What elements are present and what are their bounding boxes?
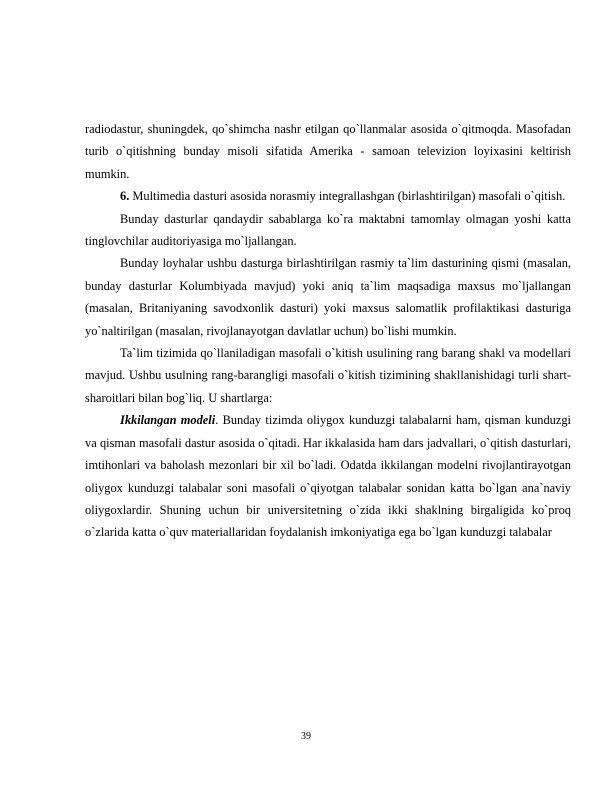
page-body xyxy=(85,118,571,544)
paragraph-6-text: . Bunday tizimda oliygox kunduzgi talabalarni ham, qisman kunduzgi va qisman masofali dastur asosida o`qitadi. Har ikkalasida ham dars jadvallari, o`qitish dasturlari, imtihonlari va baholash mezonlari bir xil bo`ladi. Odatda ikkilangan modelni rivojlantirayotgan oliygox kunduzgi talabalar soni masofali o`qiyotgan talabalar sonidan katta bo`lgan ana`naviy oliygoxlardir. Shuning uchun bir universitetning o`zida ikki shaklning birgaligida ko`proq o`zlarida katta o`quv materiallaridan foydalanish imkoniyatiga ega bo`lgan kunduzgi talabalar xyxy=(85,413,571,540)
paragraph-6 xyxy=(85,409,571,543)
term-dual-model: Ikkilangan modeli xyxy=(120,413,216,428)
paragraph-2-text: Multimedia dasturi asosida norasmiy integrallashgan (birlashtirilgan) masofali o`qitish. xyxy=(129,189,566,204)
paragraph-5: Ta`lim tizimida qo`llaniladigan masofali o`kitish usulining rang barang shakl va modellari mavjud. Ushbu usulning rang-barangligi masofali o`kitish tizimining shakllanishidagi turli shart-sharoitlari bilan bog`liq. U shartlarga: xyxy=(85,346,571,405)
paragraph-3: Bunday dasturlar qandaydir sabablarga ko`ra maktabni tamomlay olmagan yoshi katta tinglovchilar auditoriyasiga mo`ljallangan. xyxy=(85,211,571,249)
page-number: 39 xyxy=(301,731,311,742)
item-number: 6. xyxy=(120,189,130,204)
paragraph-4: Bunday loyhalar ushbu dasturga birlashtirilgan rasmiy ta`lim dasturining qismi (masalan, bunday dasturlar Kolumbiyada mavjud) yoki aniq ta`lim maqsadiga maxsus mo`ljallangan (masalan, Britaniyaning savodxonlik dasturi) yoki maxsus salomatlik profilaktikasi dasturiga yo`naltirilgan (masalan, rivojlanayotgan davlatlar uchun) bo`lishi mumkin. xyxy=(85,256,571,338)
paragraph-1: radiodastur, shuningdek, qo`shimcha nashr etilgan qo`llanmalar asosida o`qitmoqda. Masofadan turib o`qitishning bunday misoli sifatida Amerika - samoan televizion loyixasini keltirish mumkin. xyxy=(85,122,571,181)
paragraph-2 xyxy=(85,185,571,207)
